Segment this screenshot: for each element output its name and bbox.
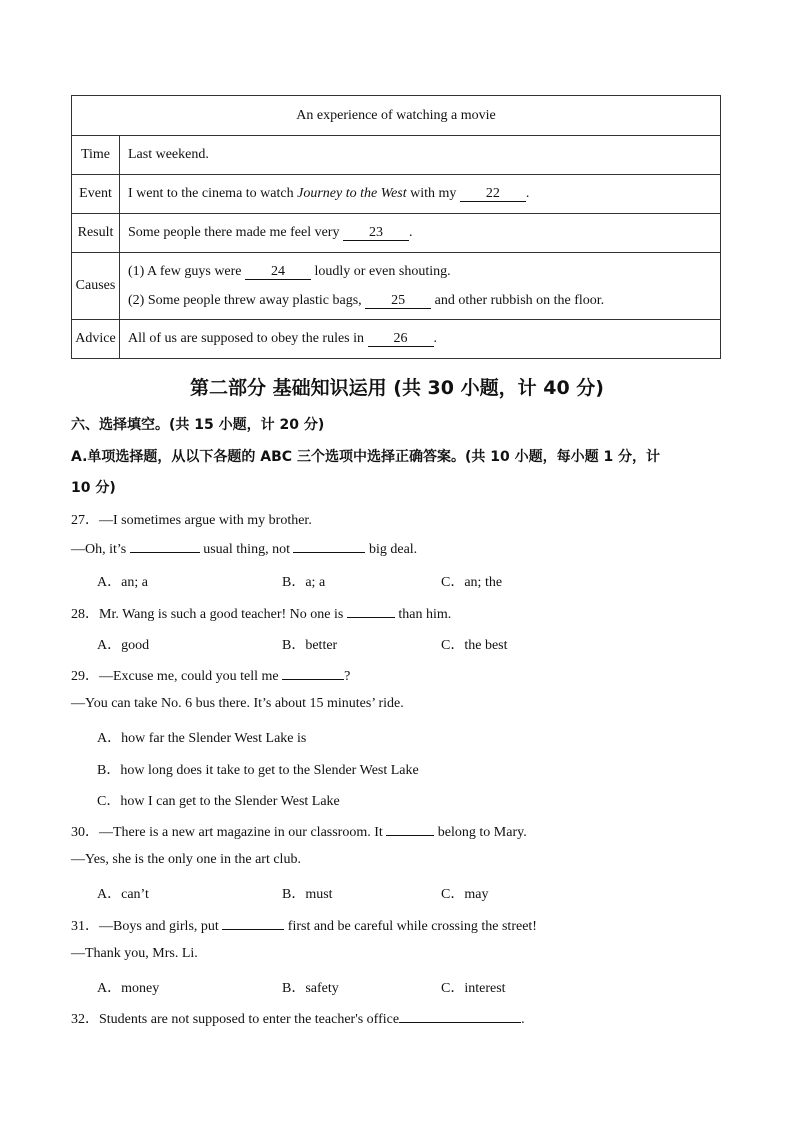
part-a-instruction-2: 10 分) <box>71 480 116 496</box>
option-b[interactable]: B．safety <box>282 981 339 996</box>
row-label: Event <box>72 175 120 214</box>
info-table <box>71 95 721 359</box>
answer-blank[interactable] <box>347 605 395 618</box>
part-a-instruction-1: A.单项选择题，从以下各题的 ABC 三个选项中选择正确答案。(共 10 小题，每小题 1 分，计 <box>71 449 661 465</box>
row-text: Last weekend. <box>120 136 721 175</box>
question-30-reply: —Yes, she is the only one in the art club. <box>71 852 301 867</box>
option-b[interactable]: B．must <box>282 887 333 902</box>
part-six-heading: 六、选择填空。(共 15 小题，计 20 分) <box>71 417 325 433</box>
option-a[interactable]: A．how far the Slender West Lake is <box>97 731 307 746</box>
blank-24[interactable]: 24 <box>245 265 311 280</box>
section-title: 第二部分 基础知识运用 (共 30 小题，计 40 分) <box>190 377 604 399</box>
answer-blank[interactable] <box>130 540 200 553</box>
blank-23[interactable]: 23 <box>343 226 409 241</box>
blank-26[interactable]: 26 <box>368 332 434 347</box>
table-row <box>72 136 721 175</box>
table-row <box>72 175 721 214</box>
option-a[interactable]: A．money <box>97 981 160 996</box>
table-row <box>72 253 721 320</box>
option-b[interactable]: B．better <box>282 638 338 653</box>
question-28: 28．Mr. Wang is such a good teacher! No one is than him. <box>71 607 452 622</box>
option-b[interactable]: B．a; a <box>282 575 326 590</box>
blank-25[interactable]: 25 <box>365 294 431 309</box>
option-a[interactable]: A．can’t <box>97 887 149 902</box>
row-text: (1) A few guys were 24 loudly or even shouting. (2) Some people threw away plastic bags, 25 and other rubbish on the floor. <box>120 253 721 320</box>
answer-blank[interactable] <box>282 667 344 680</box>
answer-blank[interactable] <box>386 823 434 836</box>
question-32: 32．Students are not supposed to enter the teacher's office . <box>71 1012 525 1027</box>
row-label: Causes <box>72 253 120 320</box>
option-a[interactable]: A．good <box>97 638 150 653</box>
question-31-reply: —Thank you, Mrs. Li. <box>71 946 198 961</box>
blank-22[interactable]: 22 <box>460 187 526 202</box>
option-b[interactable]: B．how long does it take to get to the Slender West Lake <box>97 763 419 778</box>
option-a[interactable]: A．an; a <box>97 575 148 590</box>
answer-blank[interactable] <box>222 917 284 930</box>
answer-blank[interactable] <box>399 1010 521 1023</box>
row-text: I went to the cinema to watch Journey to the West with my 22 . <box>120 175 721 214</box>
table-row <box>72 320 721 359</box>
question-30: 30．—There is a new art magazine in our classroom. It belong to Mary. <box>71 825 527 840</box>
question-31: 31．—Boys and girls, put first and be careful while crossing the street! <box>71 919 537 934</box>
question-29: 29．—Excuse me, could you tell me ? <box>71 669 351 684</box>
table-row <box>72 214 721 253</box>
option-c[interactable]: C．the best <box>441 638 508 653</box>
row-text: Some people there made me feel very 23 . <box>120 214 721 253</box>
question-27: 27．—I sometimes argue with my brother. <box>71 513 312 528</box>
answer-blank[interactable] <box>293 540 365 553</box>
row-text: All of us are supposed to obey the rules in 26 . <box>120 320 721 359</box>
question-29-reply: —You can take No. 6 bus there. It’s about 15 minutes’ ride. <box>71 696 404 711</box>
row-label: Result <box>72 214 120 253</box>
option-c[interactable]: C．may <box>441 887 489 902</box>
row-label: Advice <box>72 320 120 359</box>
option-c[interactable]: C．interest <box>441 981 506 996</box>
option-c[interactable]: C．an; the <box>441 575 503 590</box>
row-label: Time <box>72 136 120 175</box>
option-c[interactable]: C．how I can get to the Slender West Lake <box>97 794 340 809</box>
table-title: An experience of watching a movie <box>72 96 721 136</box>
question-27-reply: —Oh, it’s usual thing, not big deal. <box>71 542 418 557</box>
